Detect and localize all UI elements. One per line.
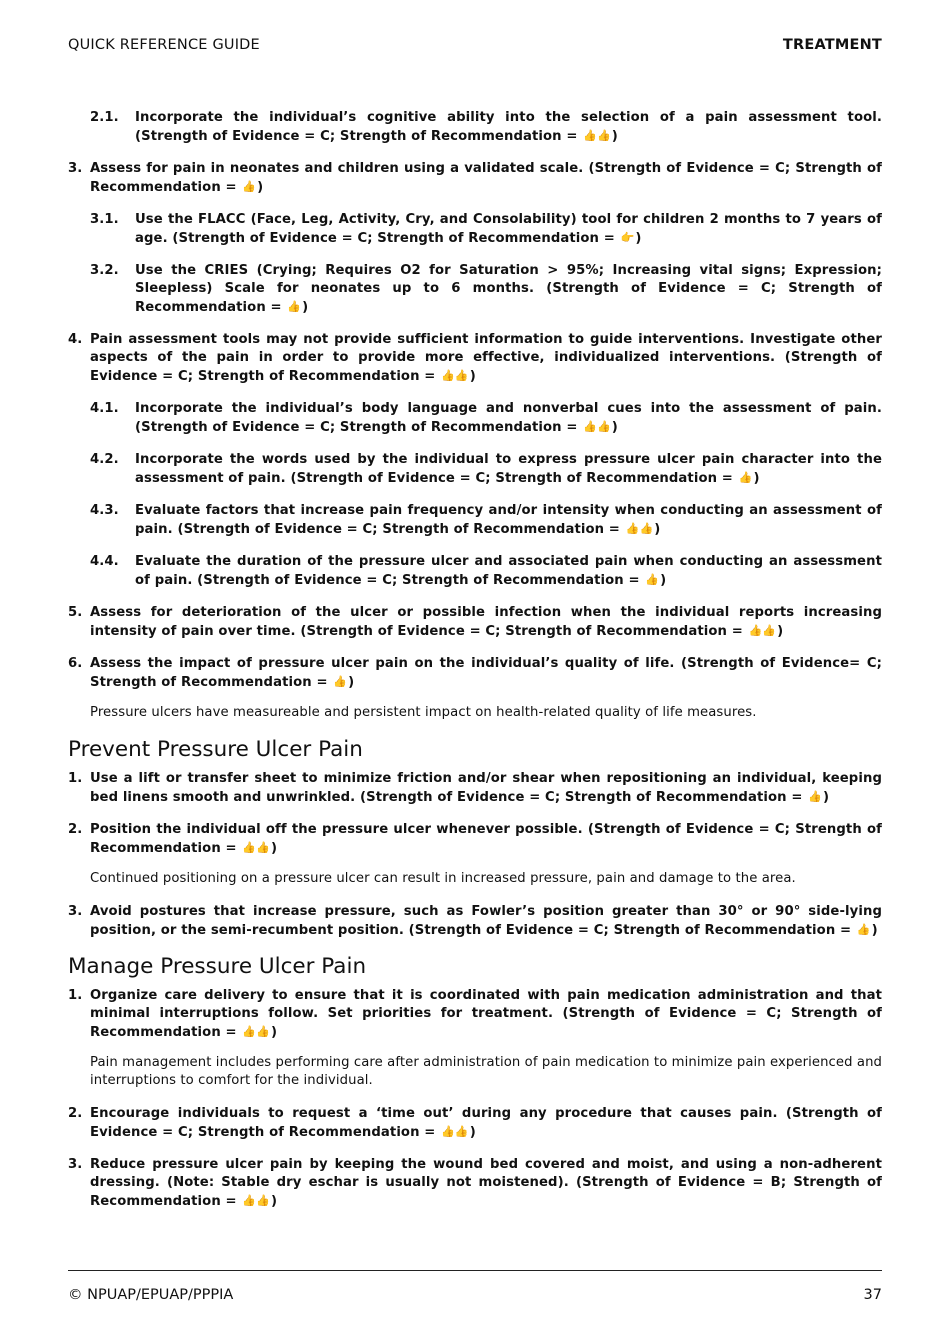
thumbs-up-icon: 👍 <box>287 300 302 313</box>
item-text: Assess for deterioration of the ulcer or possible infection when the individual reports increasing intensity of pain over time. (Strength of Evidence = C; Strength of Recommendation = 👍👍) <box>90 605 882 639</box>
note-pain-management: Pain management includes performing care after administration of pain medication to minimize pain experienced and interruptions to comfort for the individual. <box>90 1055 882 1088</box>
footer-divider <box>68 1270 882 1271</box>
item-text: Incorporate the words used by the individual to express pressure ulcer pain character into the assessment of pain. (Strength of Evidence = C; Strength of Recommendation = 👍) <box>135 452 882 486</box>
thumbs-up-icon: 👍👍 <box>242 1194 270 1207</box>
recommendation-3-2 <box>68 262 882 317</box>
recommendation-3-1 <box>68 211 882 248</box>
item-number: 2.1. <box>90 110 119 125</box>
pointing-hand-icon: 👉 <box>620 231 635 244</box>
item-text: Pain assessment tools may not provide sufficient information to guide interventions. Investigate other aspects of the pain in order to provide more effective, individualized interventions. (Strength of Evidence = C; Strength of Recommendation = 👍👍) <box>90 332 882 384</box>
item-number: 3. <box>68 904 83 919</box>
prevent-recommendation-1 <box>68 770 882 807</box>
note-positioning: Continued positioning on a pressure ulcer can result in increased pressure, pain and damage to the area. <box>90 871 796 886</box>
item-text: Evaluate factors that increase pain frequency and/or intensity when conducting an assessment of pain. (Strength of Evidence = C; Strength of Recommendation = 👍👍) <box>135 503 882 537</box>
recommendation-4-4 <box>68 553 882 590</box>
thumbs-up-icon: 👍 <box>738 471 753 484</box>
thumbs-up-icon: 👍👍 <box>583 420 611 433</box>
item-number: 5. <box>68 605 83 620</box>
recommendation-4-3 <box>68 502 882 539</box>
item-number: 4.4. <box>90 554 119 569</box>
manage-recommendation-3 <box>68 1156 882 1211</box>
thumbs-up-icon: 👍 <box>645 573 660 586</box>
recommendation-5 <box>68 604 882 641</box>
thumbs-up-icon: 👍👍 <box>441 369 469 382</box>
thumbs-up-icon: 👍👍 <box>441 1125 469 1138</box>
copyright: © NPUAP/EPUAP/PPPIA <box>68 1287 234 1303</box>
thumbs-up-icon: 👍👍 <box>242 841 270 854</box>
item-text: Incorporate the individual’s body language and nonverbal cues into the assessment of pain. (Strength of Evidence = C; Strength of Recommendation = 👍👍) <box>135 401 882 435</box>
item-text: Reduce pressure ulcer pain by keeping the wound bed covered and moist, and using a non-adherent dressing. (Note: Stable dry eschar is usually not moistened). (Strength of Evidence = B; Strength of Recommendation = 👍👍) <box>90 1157 882 1209</box>
item-number: 2. <box>68 1106 83 1121</box>
recommendation-6 <box>68 655 882 692</box>
manage-recommendation-1 <box>68 987 882 1042</box>
thumbs-up-icon: 👍 <box>242 180 257 193</box>
page-number: 37 <box>863 1287 882 1303</box>
item-text: Evaluate the duration of the pressure ulcer and associated pain when conducting an assessment of pain. (Strength of Evidence = C; Strength of Recommendation = 👍) <box>135 554 882 588</box>
header-right: TREATMENT <box>782 37 882 53</box>
item-number: 1. <box>68 771 83 786</box>
item-number: 4.3. <box>90 503 119 518</box>
item-text: Use the FLACC (Face, Leg, Activity, Cry, and Consolability) tool for children 2 months to 7 years of age. (Strength of Evidence = C; Strength of Recommendation = 👉) <box>135 212 882 246</box>
page-content <box>68 109 882 1225</box>
item-text: Organize care delivery to ensure that it is coordinated with pain medication administration and that minimal interruptions follow. Set priorities for treatment. (Strength of Evidence = C; Strength of Recommendation = 👍👍) <box>90 988 882 1040</box>
item-text: Encourage individuals to request a ‘time out’ during any procedure that causes pain. (Strength of Evidence = C; Strength of Recommendation = 👍👍) <box>90 1106 882 1140</box>
thumbs-up-icon: 👍👍 <box>583 129 611 142</box>
thumbs-up-icon: 👍👍 <box>625 522 654 535</box>
item-number: 6. <box>68 656 83 671</box>
item-text: Use a lift or transfer sheet to minimize friction and/or shear when repositioning an individual, keeping bed linens smooth and unwrinkled. (Strength of Evidence = C; Strength of Recommendation = 👍) <box>90 771 882 805</box>
item-number: 3.2. <box>90 263 119 278</box>
item-number: 4.2. <box>90 452 119 467</box>
thumbs-up-icon: 👍👍 <box>242 1025 270 1038</box>
section-title-prevent-pain: Prevent Pressure Ulcer Pain <box>68 737 363 762</box>
item-number: 3.1. <box>90 212 119 227</box>
recommendation-4-2 <box>68 451 882 488</box>
item-text: Use the CRIES (Crying; Requires O2 for Saturation > 95%; Increasing vital signs; Expression; Sleepless) Scale for neonates up to 6 months. (Strength of Evidence = C; Strength of Recommendation = 👍) <box>135 263 882 315</box>
note-quality-of-life: Pressure ulcers have measureable and persistent impact on health-related quality of life measures. <box>90 705 757 720</box>
recommendation-3 <box>68 160 882 197</box>
prevent-recommendation-3 <box>68 903 882 940</box>
item-text: Incorporate the individual’s cognitive ability into the selection of a pain assessment tool. (Strength of Evidence = C; Strength of Recommendation = 👍👍) <box>135 110 882 144</box>
section-title-manage-pain: Manage Pressure Ulcer Pain <box>68 954 367 979</box>
item-text: Assess the impact of pressure ulcer pain on the individual’s quality of life. (Strength of Evidence= C; Strength of Recommendation = 👍) <box>90 656 882 690</box>
item-number: 1. <box>68 988 83 1003</box>
recommendation-4 <box>68 331 882 386</box>
item-text: Avoid postures that increase pressure, such as Fowler’s position greater than 30° or 90° side-lying position, or the semi-recumbent position. (Strength of Evidence = C; Strength of Recommendation = 👍) <box>90 904 882 938</box>
header-left: QUICK REFERENCE GUIDE <box>68 37 260 53</box>
item-text: Position the individual off the pressure ulcer whenever possible. (Strength of Evidence = C; Strength of Recommendation = 👍👍) <box>90 822 882 856</box>
item-number: 3. <box>68 161 83 176</box>
prevent-recommendation-2 <box>68 821 882 858</box>
item-number: 2. <box>68 822 83 837</box>
item-text: Assess for pain in neonates and children using a validated scale. (Strength of Evidence = C; Strength of Recommendation = 👍) <box>90 161 882 195</box>
thumbs-up-icon: 👍 <box>808 790 822 803</box>
item-number: 3. <box>68 1157 83 1172</box>
thumbs-up-icon: 👍👍 <box>748 624 777 637</box>
manage-recommendation-2 <box>68 1105 882 1142</box>
recommendation-2-1 <box>68 109 882 146</box>
item-number: 4.1. <box>90 401 119 416</box>
thumbs-up-icon: 👍 <box>333 675 348 688</box>
thumbs-up-icon: 👍 <box>856 923 871 936</box>
recommendation-4-1 <box>68 400 882 437</box>
item-number: 4. <box>68 332 83 347</box>
